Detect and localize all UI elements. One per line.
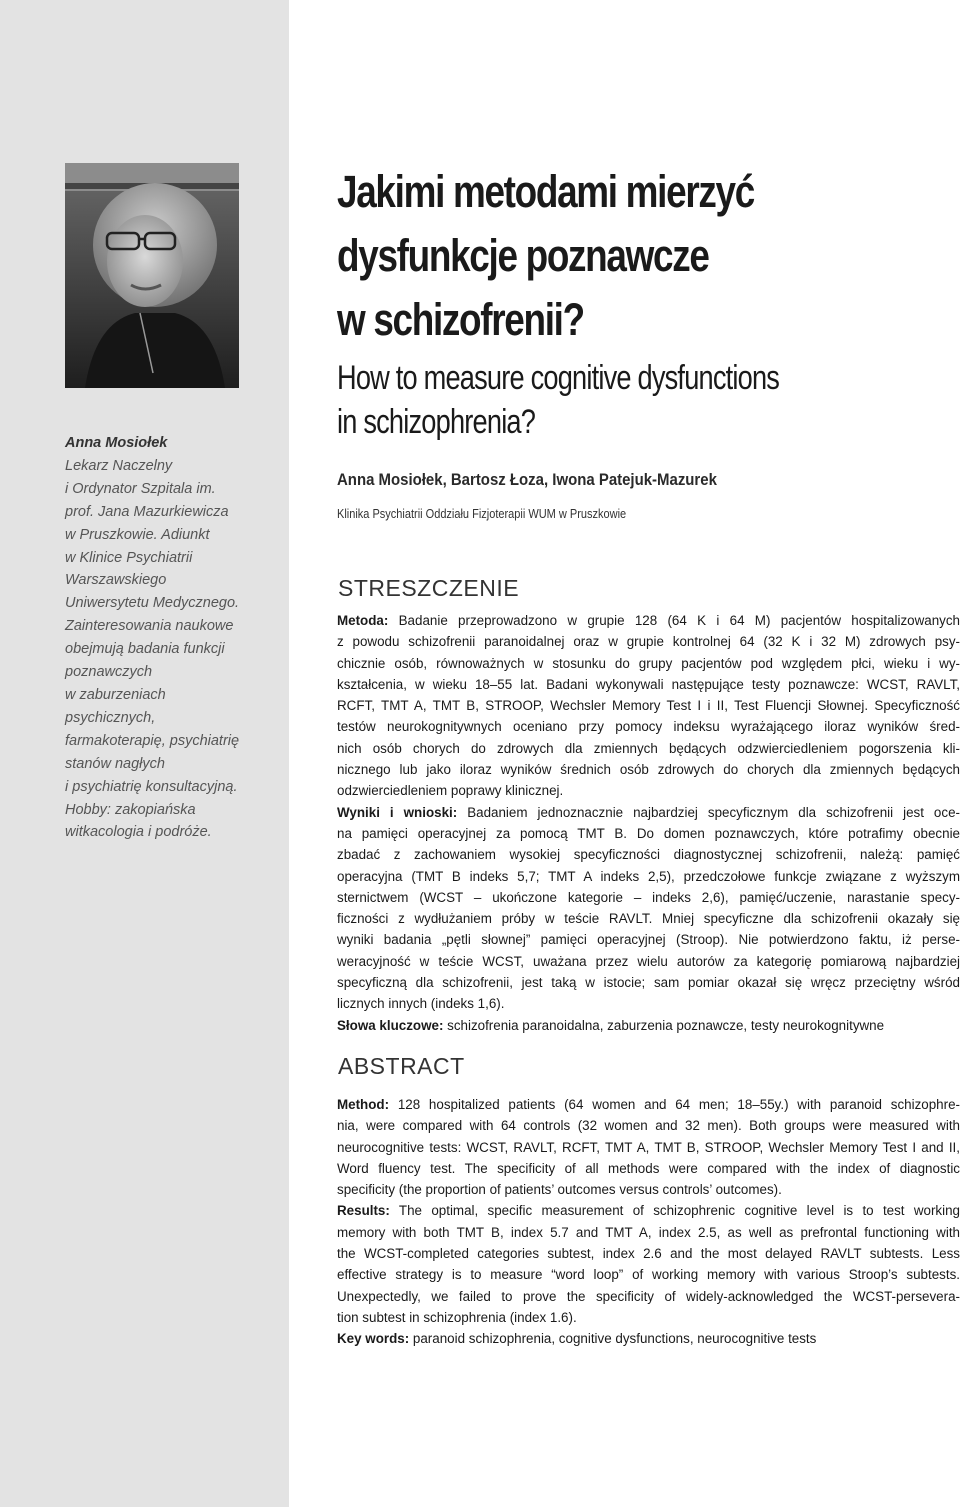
text-line — [337, 695, 960, 716]
run-in-label: Results: — [337, 1203, 390, 1219]
text-line — [337, 866, 960, 887]
line-text: Word fluency test. The specificity of all methods were compared with the index of diagnostic — [337, 1160, 960, 1176]
text-line — [337, 653, 960, 674]
text-line — [337, 1328, 960, 1349]
text-line — [337, 951, 960, 972]
text-line — [337, 1264, 960, 1285]
line-text: Unexpectedly, we failed to prove the specificity of widely-acknowledged the WCST-persevera- — [337, 1288, 960, 1304]
line-text: the WCST-completed categories subtest, index 2.6 and the most delayed RAVLT subtests. Less — [337, 1246, 960, 1262]
bio-line: Hobby: zakopiańska — [65, 801, 196, 818]
run-in-label: Wyniki i wnioski: — [337, 804, 458, 820]
line-text: neurocognitive tests: WCST, RAVLT, RCFT, TMT A, TMT B, STROOP, Wechsler Memory Test I and II, — [337, 1139, 960, 1155]
text-line — [337, 1094, 960, 1115]
streszczenie-heading: STRESZCZENIE — [338, 575, 520, 601]
author-photo — [65, 163, 239, 388]
bio-line: Lekarz Naczelny — [65, 457, 173, 474]
bio-line: witkacologia i podróże. — [65, 824, 212, 841]
line-text: kształcenia, w wieku 18–55 lat. Badani wykonywali następujące testy poznawcze: WCST, RAVLT, — [337, 676, 960, 692]
line-text: memory with both TMT B, index 5.7 and TMT A, index 2.5, as well as prefrontal functioning with — [337, 1224, 960, 1240]
text-line — [337, 908, 960, 929]
text-line — [337, 993, 960, 1014]
line-text: Badaniem jednoznacznie najbardziej specyficznym dla schizofrenii jest oce- — [457, 804, 960, 820]
bio-line: w zaburzeniach — [65, 686, 166, 703]
text-line — [337, 738, 960, 759]
bio-line: Uniwersytetu Medycznego. — [65, 595, 240, 612]
article-subtitle — [337, 356, 779, 444]
text-line — [337, 1137, 960, 1158]
line-text: tion subtest in schizophrenia (index 1.6). — [337, 1309, 577, 1325]
bio-line: w Klinice Psychiatrii — [65, 549, 193, 566]
line-text: nicznego lub jako iloraz wyników średnich osób zdrowych do chorych dla zmiennych będących — [337, 762, 960, 778]
line-text: z powodu schizofrenii paranoidalnej oraz w grupie kontrolnej 64 (32 K i 32 M) zdrowych psy- — [337, 634, 960, 650]
line-text: sternictwem (WCST – ukończone kategorie – indeks 2,6), pamięć/uczenie, narastanie specy- — [337, 889, 960, 905]
bio-line: poznawczych — [65, 664, 153, 681]
text-line — [337, 1179, 960, 1200]
subtitle-line: in schizophrenia? — [337, 403, 536, 441]
line-text: chicznie osób, równoważnych w stosunku do grupy pacjentów pod względem płci, wieku i wy- — [337, 655, 960, 671]
bio-line: i psychiatrię konsultacyjną. — [65, 778, 238, 795]
text-line — [337, 610, 960, 631]
title-line: w schizofrenii? — [337, 294, 584, 345]
sidebar — [0, 0, 289, 1507]
text-line — [337, 1115, 960, 1136]
abstract-heading: ABSTRACT — [338, 1053, 465, 1079]
line-text: Badanie przeprowadzono w grupie 128 (64 K i 64 M) pacjentów hospitalizowanych — [388, 613, 960, 628]
run-in-label: Method: — [337, 1097, 390, 1112]
text-line — [337, 1307, 960, 1328]
text-line — [337, 972, 960, 993]
bio-name: Anna Mosiołek — [65, 435, 168, 451]
author-bio — [65, 432, 275, 844]
line-text: RCFT, TMT A, TMT B, STROOP, Wechsler Memory Test I i II, Test Fluencji Słownej. Specyficzność — [337, 698, 960, 714]
title-line: dysfunkcje poznawcze — [337, 230, 709, 281]
article-affiliation: Klinika Psychiatrii Oddziału Fizjoterapii WUM w Pruszkowie — [337, 507, 627, 521]
text-line — [337, 887, 960, 908]
bio-line: Warszawskiego — [65, 572, 167, 589]
run-in-label: Słowa kluczowe: — [337, 1017, 444, 1033]
text-line — [337, 1243, 960, 1264]
text-line — [337, 1286, 960, 1307]
text-line — [337, 844, 960, 865]
bio-line: w Pruszkowie. Adiunkt — [65, 526, 210, 543]
line-text: nich osób chorych do zdrowych dla zmiennych będących odzwierciedleniem pogorszenia kli- — [337, 740, 960, 756]
bio-line: stanów nagłych — [65, 755, 165, 772]
line-text: licznych innych (indeks 1,6). — [337, 996, 505, 1012]
article-authors: Anna Mosiołek, Bartosz Łoza, Iwona Patejuk-Mazurek — [337, 470, 717, 489]
line-text: nia, were compared with 64 controls (32 women and 32 men). Both groups were measured with — [337, 1118, 960, 1134]
line-text: odzwierciedleniem poprawy klinicznej. — [337, 783, 564, 799]
title-line: Jakimi metodami mierzyć — [337, 166, 754, 217]
line-text: The optimal, specific measurement of schizophrenic cognitive level is to test working — [389, 1203, 960, 1219]
streszczenie-body — [337, 610, 960, 1036]
line-text: paranoid schizophrenia, cognitive dysfunctions, neurocognitive tests — [409, 1331, 817, 1347]
line-text: testów neurokognitywnych oceniano przy pomocy indeksu wyrażającego iloraz wyników śred- — [337, 719, 960, 735]
line-text: na pamięci operacyjnej za pomocą TMT B. Do domen poznawczych, które potrafimy obecnie — [337, 825, 960, 841]
text-line — [337, 1222, 960, 1243]
text-line — [337, 1158, 960, 1179]
bio-line: obejmują badania funkcji — [65, 641, 225, 658]
bio-line: farmakoterapię, psychiatrię — [65, 732, 240, 749]
text-line — [337, 780, 960, 801]
bio-line: i Ordynator Szpitala im. — [65, 480, 216, 497]
line-text: wyniki badania „pętli słownej” pamięci operacyjnej (Stroop). Nie potwierdzono faktu, iż perse- — [337, 932, 960, 948]
line-text: operacyjna (TMT B indeks 5,7; TMT A indeks 2,5), przedczołowe funkcje związane z wyższym — [337, 868, 960, 884]
bio-line: prof. Jana Mazurkiewicza — [65, 503, 229, 520]
line-text: schizofrenia paranoidalna, zaburzenia poznawcze, testy neurokognitywne — [443, 1017, 885, 1033]
line-text: zbadać z zachowaniem wysokiej specyficzności diagnostycznej schizofrenii, należą: pamięć — [337, 847, 960, 863]
text-line — [337, 1200, 960, 1221]
run-in-label: Key words: — [337, 1331, 410, 1347]
line-text: weracyjność w teście WCST, uważana przez wielu autorów za kategorię pomiarową najbardziej — [337, 953, 960, 969]
text-line — [337, 802, 960, 823]
line-text: ficzności z wydłużaniem próby w teście RAVLT. Mniej specyficzne dla schizofrenii okazały się — [337, 911, 960, 927]
text-line — [337, 674, 960, 695]
text-line — [337, 716, 960, 737]
line-text: specyficzną dla schizofrenii, jest taką w istocie; sam pomiar okazał się wręcz przeciętny wśród — [337, 975, 960, 991]
text-line — [337, 631, 960, 652]
bio-line: Zainteresowania naukowe — [65, 618, 234, 635]
bio-line: psychicznych, — [65, 709, 156, 726]
line-text: 128 hospitalized patients (64 women and 64 men; 18–55y.) with paranoid schizophre- — [389, 1097, 960, 1112]
text-line — [337, 1015, 960, 1036]
run-in-label: Metoda: — [337, 613, 389, 628]
text-line — [337, 823, 960, 844]
text-line — [337, 759, 960, 780]
subtitle-line: How to measure cognitive dysfunctions — [337, 359, 780, 397]
author-portrait-image — [65, 163, 239, 388]
line-text: specificity (the proportion of patients’ outcomes versus controls’ outcomes). — [337, 1182, 782, 1198]
article-title — [337, 160, 754, 352]
text-line — [337, 929, 960, 950]
abstract-body — [337, 1094, 960, 1350]
line-text: effective strategy is to measure “word loop” of working memory with various Stroop’s subtests. — [337, 1267, 960, 1283]
